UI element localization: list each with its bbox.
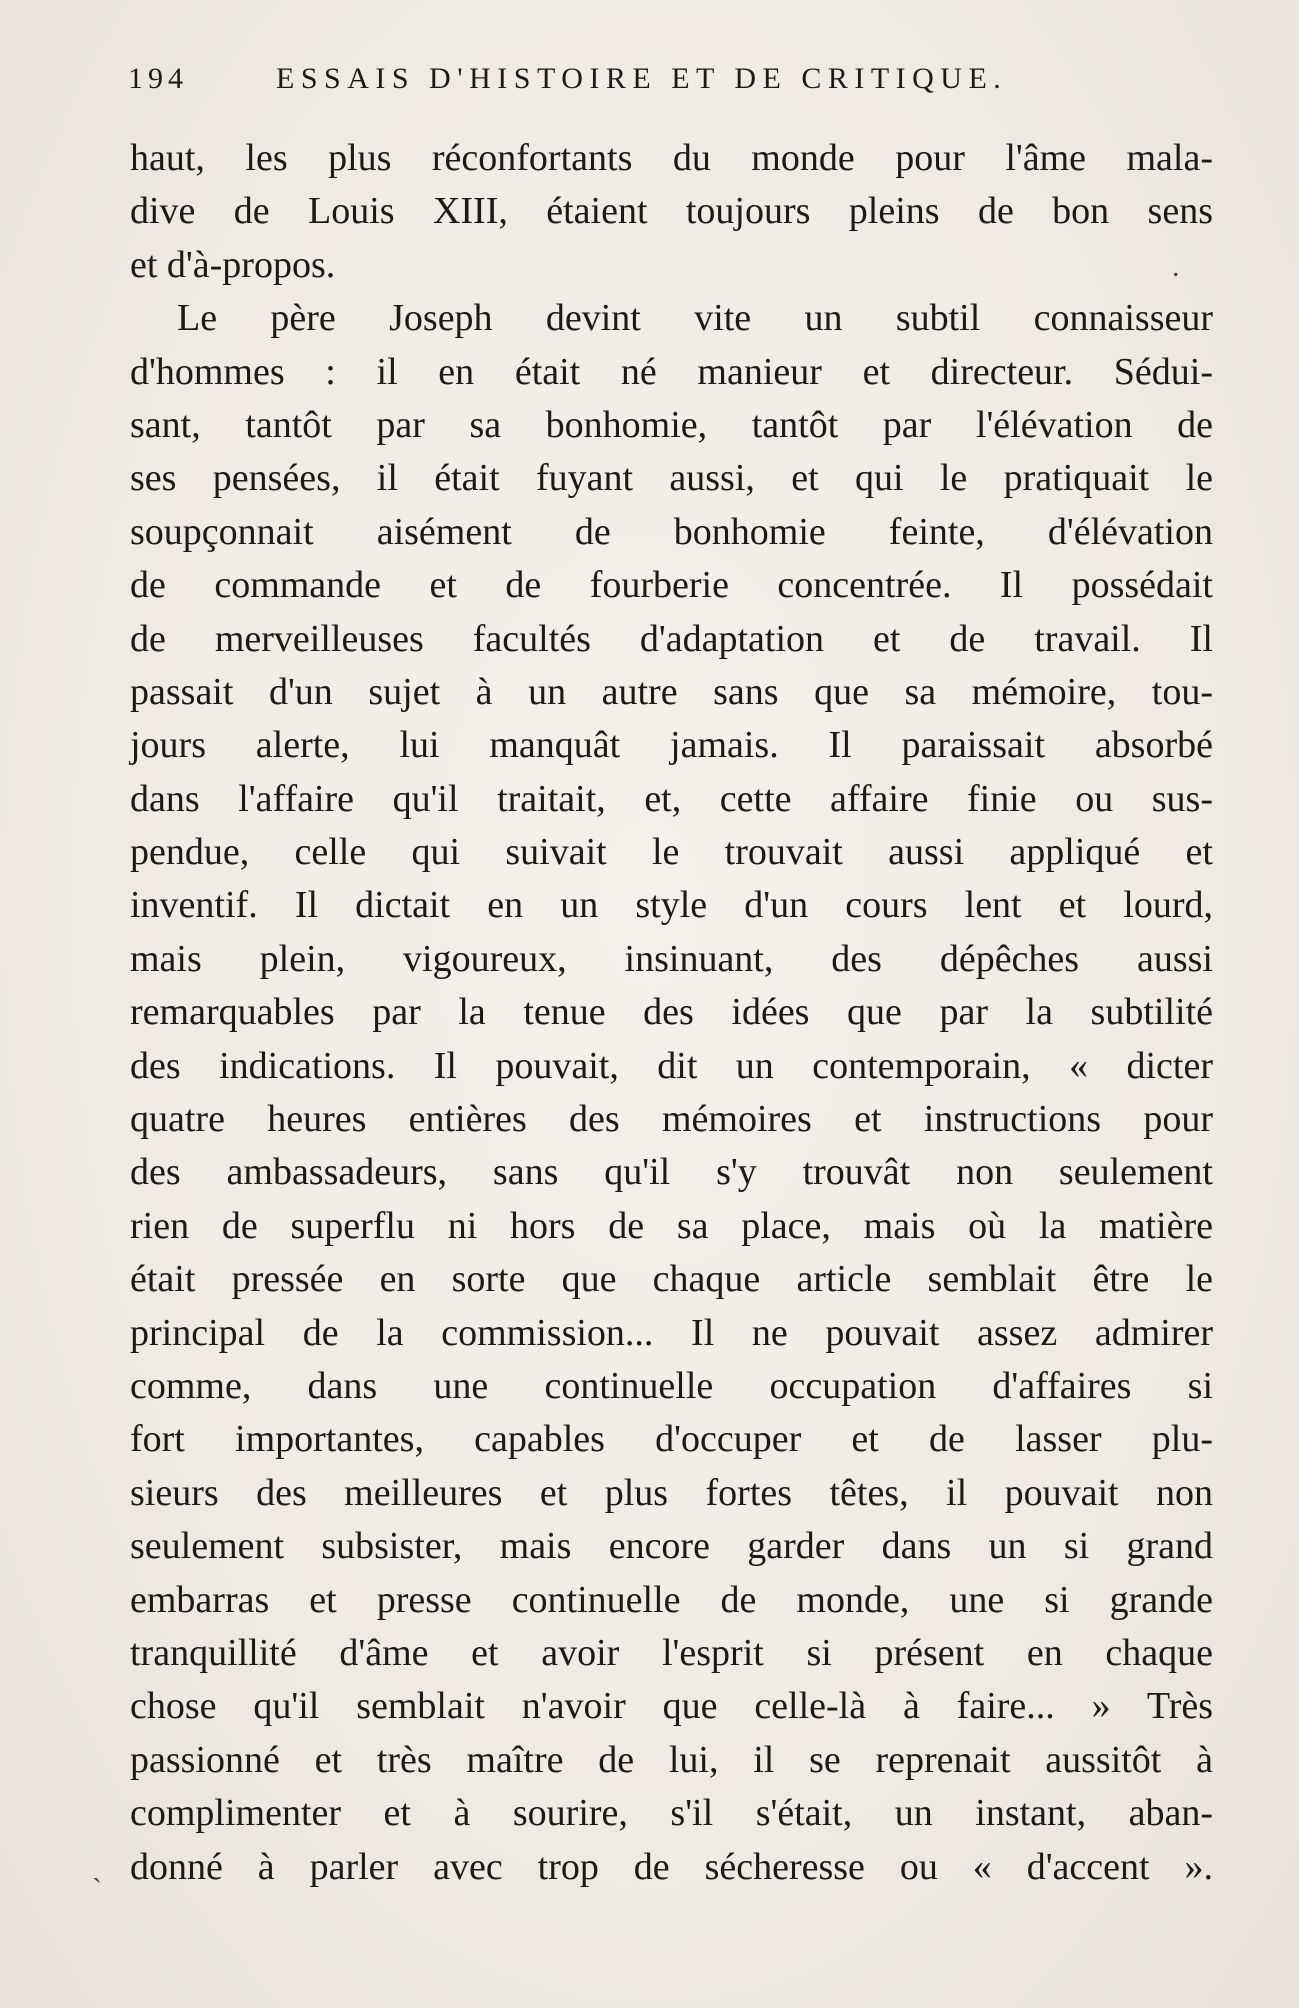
text-line: haut, les plus réconfortants du monde pour l'âme mala- bbox=[130, 137, 1213, 179]
text-line: d'hommes : il en était né manieur et directeur. Sédui- bbox=[130, 350, 1213, 393]
text-line: donné à parler avec trop de sécheresse ou « d'accent ». bbox=[130, 1845, 1213, 1888]
text-line: jours alerte, lui manquât jamais. Il paraissait absorbé bbox=[130, 724, 1213, 767]
text-line: pendue, celle qui suivait le trouvait aussi appliqué et bbox=[130, 831, 1213, 874]
text-line: des ambassadeurs, sans qu'il s'y trouvât non seulement bbox=[130, 1151, 1213, 1194]
text-line: de commande et de fourberie concentrée. Il possédait bbox=[130, 564, 1213, 607]
text-line: complimenter et à sourire, s'il s'était, un instant, aban- bbox=[130, 1792, 1213, 1835]
text-line: sant, tantôt par sa bonhomie, tantôt par l'élévation de bbox=[130, 403, 1213, 446]
stray-tick-mark: ˎ bbox=[92, 1850, 102, 1883]
text-line: et d'à-propos. bbox=[130, 243, 336, 286]
text-line: de merveilleuses facultés d'adaptation et de travail. Il bbox=[130, 617, 1213, 660]
text-line: dans l'affaire qu'il traitait, et, cette affaire finie ou sus- bbox=[130, 777, 1213, 820]
text-line: rien de superflu ni hors de sa place, mais où la matière bbox=[130, 1204, 1213, 1247]
text-line: tranquillité d'âme et avoir l'esprit si présent en chaque bbox=[130, 1631, 1213, 1674]
text-line: remarquables par la tenue des idées que par la subtilité bbox=[130, 991, 1213, 1034]
text-line: embarras et presse continuelle de monde, une si grande bbox=[130, 1578, 1213, 1621]
text-line: seulement subsister, mais encore garder dans un si grand bbox=[130, 1525, 1213, 1568]
text-line: comme, dans une continuelle occupation d'affaires si bbox=[130, 1364, 1213, 1407]
running-title: ESSAIS D'HISTOIRE ET DE CRITIQUE. bbox=[276, 62, 1008, 95]
page-header bbox=[128, 62, 1208, 110]
text-line: soupçonnait aisément de bonhomie feinte, d'élévation bbox=[130, 510, 1213, 553]
text-line: chose qu'il semblait n'avoir que celle-là à faire... » Très bbox=[130, 1685, 1213, 1728]
text-line: passait d'un sujet à un autre sans que sa mémoire, tou- bbox=[130, 670, 1213, 713]
page-number: 194 bbox=[128, 62, 188, 95]
text-line: mais plein, vigoureux, insinuant, des dépêches aussi bbox=[130, 937, 1213, 980]
text-line: Le père Joseph devint vite un subtil connaisseur bbox=[177, 297, 1213, 340]
text-line: passionné et très maître de lui, il se reprenait aussitôt à bbox=[130, 1738, 1213, 1781]
text-line: fort importantes, capables d'occuper et de lasser plu- bbox=[130, 1418, 1213, 1461]
text-line: ses pensées, il était fuyant aussi, et qui le pratiquait le bbox=[130, 457, 1213, 500]
text-line: quatre heures entières des mémoires et instructions pour bbox=[130, 1098, 1213, 1141]
stray-dot-mark: . bbox=[1172, 250, 1180, 283]
text-line: principal de la commission... Il ne pouvait assez admirer bbox=[130, 1311, 1213, 1354]
text-line: sieurs des meilleures et plus fortes têtes, il pouvait non bbox=[130, 1471, 1213, 1514]
text-line: des indications. Il pouvait, dit un contemporain, « dicter bbox=[130, 1044, 1213, 1087]
text-line: était pressée en sorte que chaque article semblait être le bbox=[130, 1258, 1213, 1301]
body-text bbox=[130, 132, 1213, 1894]
text-line: inventif. Il dictait en un style d'un cours lent et lourd, bbox=[130, 884, 1213, 927]
text-line: dive de Louis XIII, étaient toujours pleins de bon sens bbox=[130, 190, 1213, 233]
